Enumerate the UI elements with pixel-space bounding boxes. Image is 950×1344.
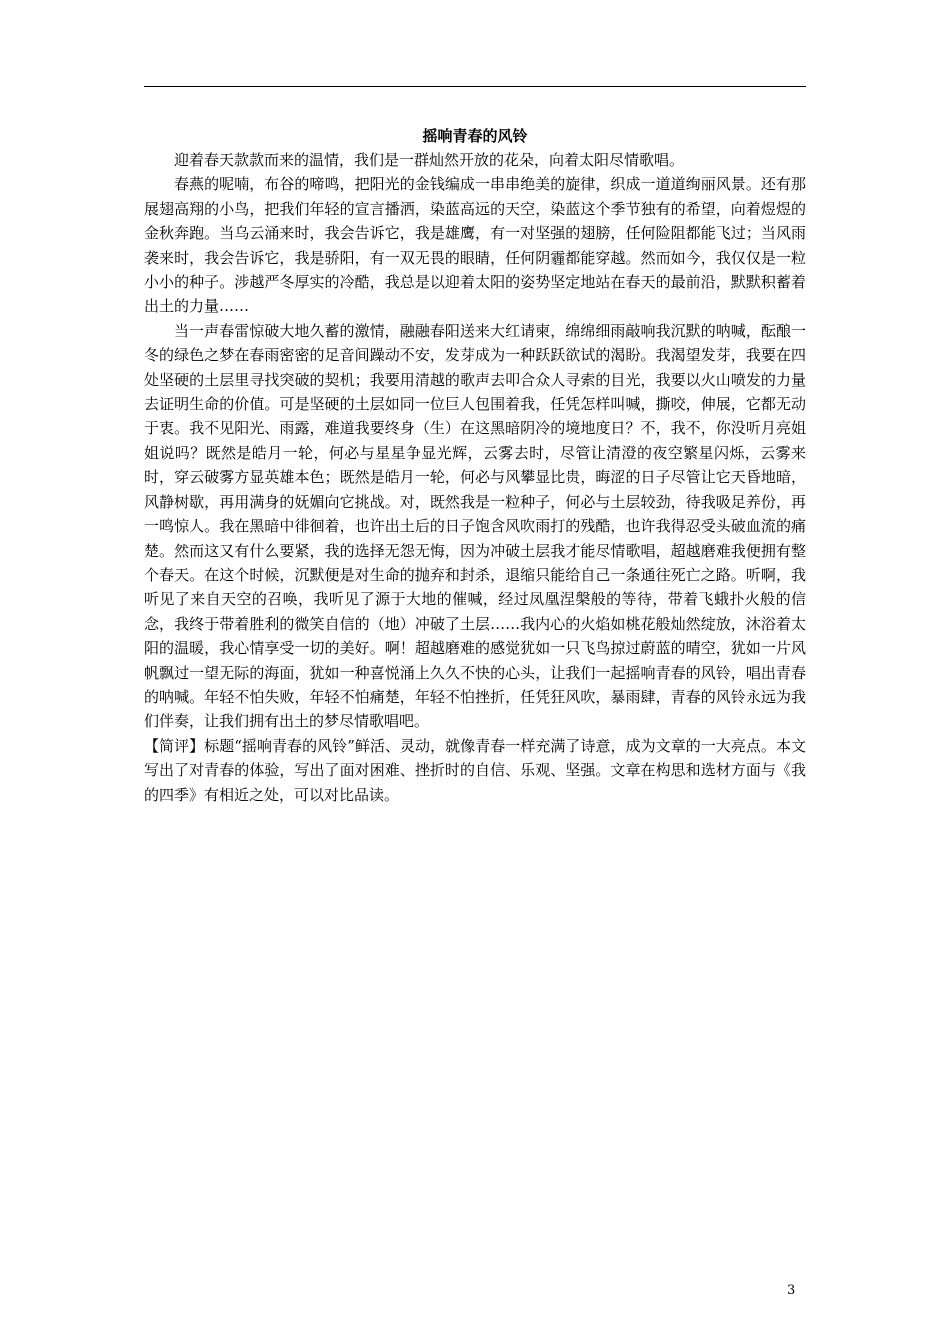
paragraph-3: 当一声春雷惊破大地久蓄的激情，融融春阳送来大红请柬，绵绵细雨敲响我沉默的呐喊，酝酿一冬的绿色之梦在春雨密密的足音间躁动不安，发芽成为一种跃跃欲试的渴盼。我渴望发芽，我要在四处坚硬的土层里寻找突破的契机；我要用清越的歌声去叩合众人寻索的目光，我要以火山喷发的力量去证明生命的价值。可是坚硬的土层如同一位巨人包围着我，任凭怎样叫喊，撕咬，伸展，它都无动于衷。我不见阳光、雨露，难道我要终身（生）在这黑暗阴冷的境地度日？不，我不，你没听月亮姐姐说吗？既然是皓月一轮，何必与星星争显光辉，云雾去时，尽管让清澄的夜空繁星闪烁，云雾来时，穿云破雾方显英雄本色；既然是皓月一轮，何必与风攀显比贵，晦涩的日子尽管让它天昏地暗，风静树歇，再用满身的妩媚向它挑战。对，既然我是一粒种子，何必与土层较劲，待我吸足养份，再一鸣惊人。我在黑暗中徘徊着，也许出土后的日子饱含风吹雨打的残酷，也许我得忍受头破血流的痛楚。然而这又有什么要紧，我的选择无怨无悔，因为冲破土层我才能尽情歌唱，超越磨难我便拥有整个春天。在这个时候，沉默便是对生命的抛弃和封杀，退缩只能给自己一条通往死亡之路。听啊，我听见了来自天空的召唤，我听见了源于大地的催喊，经过凤凰涅槃般的等待，带着飞蛾扑火般的信念，我终于带着胜利的微笑自信的（地）冲破了土层……我内心的火焰如桃花般灿然绽放，沐浴着太阳的温暖，我心情享受一切的美好。啊！超越磨难的感觉犹如一只飞鸟掠过蔚蓝的晴空，犹如一片风帆飘过一望无际的海面，犹如一种喜悦涌上久久不快的心头，让我们一起摇响青春的风铃，唱出青春的呐喊。年轻不怕失败，年轻不怕痛楚，年轻不怕挫折，任凭狂风吹，暴雨肆，青春的风铃永远为我们伴奏，让我们拥有出土的梦尽情歌唱吧。	[144, 321, 806, 731]
paragraph-2: 春燕的呢喃，布谷的啼鸣，把阳光的金钱编成一串串绝美的旋律，织成一道道绚丽风景。还有那展翅高翔的小鸟，把我们年轻的宣言播洒，染蓝高远的天空，染蓝这个季节独有的希望，向着煜煜的金秋奔跑。当乌云涌来时，我会告诉它，我是雄鹰，有一对坚强的翅膀，任何险阻都能飞过；当风雨袭来时，我会告诉它，我是骄阳，有一双无畏的眼睛，任何阴霾都能穿越。然而如今，我仅仅是一粒小小的种子。涉越严冬厚实的冷酷，我总是以迎着太阳的姿势坚定地站在春天的最前沿，默默积蓄着出土的力量……	[144, 175, 806, 316]
brief-comment: 【简评】标题“摇响青春的风铃”鲜活、灵动，就像青春一样充满了诗意，成为文章的一大亮点。本文写出了对青春的体验，写出了面对困难、挫折时的自信、乐观、坚强。文章在构思和选材方面与《我的四季》有相近之处，可以对比品读。	[144, 736, 806, 804]
header-rule	[144, 86, 806, 87]
article-title: 摇响青春的风铃	[422, 127, 528, 145]
page-number: 3	[787, 1283, 796, 1298]
article	[144, 124, 806, 807]
paragraph-1: 迎着春天款款而来的温情，我们是一群灿然开放的花朵，向着太阳尽情歌唱。	[174, 151, 685, 169]
